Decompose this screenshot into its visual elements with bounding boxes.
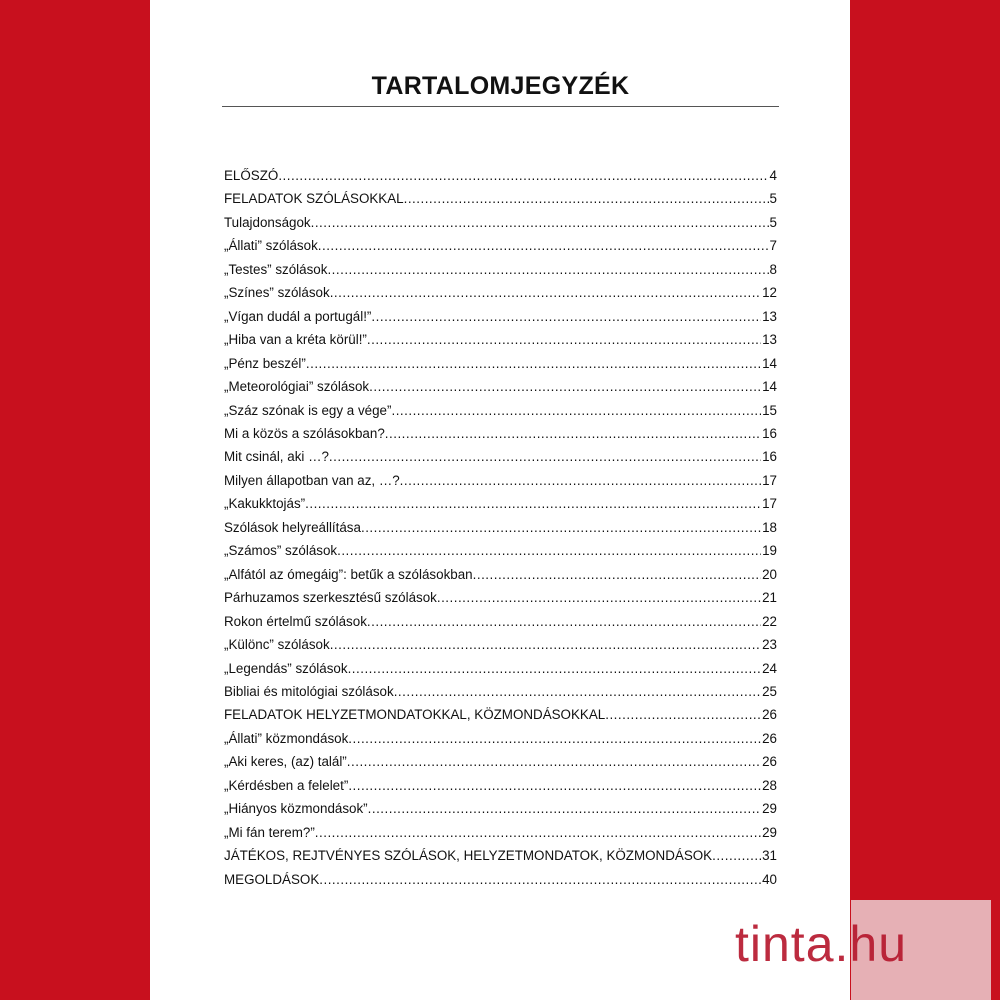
toc-dot-leader	[348, 661, 762, 676]
toc-entry[interactable]	[224, 614, 777, 637]
toc-dot-leader	[329, 449, 761, 464]
toc-dot-leader	[369, 379, 761, 394]
toc-entry-page-number: 26	[762, 707, 777, 723]
toc-entry[interactable]	[224, 778, 777, 801]
toc-entry[interactable]	[224, 754, 777, 777]
toc-entry[interactable]	[224, 379, 777, 402]
toc-entry-title: Mit csinál, aki …?	[224, 449, 329, 465]
toc-entry-page-number: 5	[769, 191, 777, 207]
toc-entry-title: Rokon értelmű szólások	[224, 613, 367, 629]
page-title: TARTALOMJEGYZÉK	[371, 72, 630, 100]
toc-dot-leader	[311, 215, 769, 230]
toc-entry-page-number: 18	[762, 519, 777, 535]
toc-dot-leader	[404, 191, 769, 206]
toc-entry[interactable]	[224, 426, 777, 449]
toc-entry-page-number: 22	[762, 613, 777, 629]
toc-entry-page-number: 26	[762, 730, 777, 746]
toc-entry-title: „Hiányos közmondások”	[224, 801, 368, 817]
toc-entry[interactable]	[224, 168, 777, 191]
toc-entry[interactable]	[224, 332, 777, 355]
toc-entry-title: Mi a közös a szólásokban?	[224, 425, 385, 441]
toc-dot-leader	[348, 731, 761, 746]
toc-entry-page-number: 29	[762, 801, 777, 817]
toc-entry-page-number: 25	[762, 683, 777, 699]
toc-entry-page-number: 16	[762, 449, 777, 465]
toc-dot-leader	[347, 754, 761, 769]
toc-entry-title: „Vígan dudál a portugál!”	[224, 308, 372, 324]
toc-entry-page-number: 31	[762, 848, 777, 864]
toc-dot-leader	[371, 309, 761, 324]
toc-entry-title: „Állati” szólások	[224, 238, 318, 254]
toc-entry-title: „Testes” szólások	[224, 261, 328, 277]
toc-entry-title: JÁTÉKOS, REJTVÉNYES SZÓLÁSOK, HELYZETMONDATOK, KÖZMONDÁSOK	[224, 848, 713, 864]
toc-entry-title: „Alfától az ómegáig”: betűk a szólásokban	[224, 566, 473, 582]
toc-entry-title: „Különc” szólások	[224, 637, 330, 653]
toc-dot-leader	[306, 356, 761, 371]
toc-entry[interactable]	[224, 543, 777, 566]
toc-entry-title: „Kérdésben a felelet”	[224, 777, 349, 793]
toc-entry[interactable]	[224, 731, 777, 754]
toc-entry[interactable]	[224, 590, 777, 613]
toc-dot-leader	[400, 473, 761, 488]
toc-entry[interactable]	[224, 473, 777, 496]
toc-dot-leader	[361, 520, 761, 535]
watermark-text: tinta.hu	[735, 916, 908, 972]
toc-entry[interactable]	[224, 403, 777, 426]
toc-dot-leader	[327, 262, 768, 277]
toc-entry-title: Milyen állapotban van az, …?	[224, 472, 400, 488]
toc-entry-page-number: 24	[762, 660, 777, 676]
toc-dot-leader	[391, 403, 761, 418]
toc-entry-page-number: 26	[762, 754, 777, 770]
toc-entry-page-number: 14	[762, 355, 777, 371]
toc-entry-page-number: 17	[762, 496, 777, 512]
toc-dot-leader	[330, 285, 761, 300]
toc-entry-page-number: 28	[762, 777, 777, 793]
toc-entry-title: Tulajdonságok	[224, 214, 311, 230]
toc-entry-page-number: 7	[769, 238, 777, 254]
toc-dot-leader	[318, 238, 769, 253]
toc-entry-title: „Hiba van a kréta körül!”	[224, 332, 367, 348]
toc-entry-title: „Pénz beszél”	[224, 355, 306, 371]
toc-entry-page-number: 23	[762, 637, 777, 653]
toc-entry[interactable]	[224, 449, 777, 472]
toc-entry-title: „Legendás” szólások	[224, 660, 348, 676]
toc-dot-leader	[348, 778, 761, 793]
left-red-band	[0, 0, 150, 1000]
toc-entry-page-number: 19	[762, 543, 777, 559]
toc-entry-page-number: 21	[762, 590, 777, 606]
toc-entry-page-number: 5	[769, 214, 777, 230]
toc-entry-page-number: 15	[762, 402, 777, 418]
toc-dot-leader	[437, 590, 761, 605]
toc-entry-page-number: 8	[769, 261, 777, 277]
toc-dot-leader	[367, 332, 761, 347]
toc-entry[interactable]	[224, 496, 777, 519]
toc-dot-leader	[605, 707, 761, 722]
toc-dot-leader	[330, 637, 761, 652]
toc-entry-page-number: 12	[762, 285, 777, 301]
toc-dot-leader	[367, 614, 761, 629]
toc-entry-page-number: 4	[769, 168, 777, 183]
toc-entry-title: „Aki keres, (az) talál”	[224, 754, 347, 770]
toc-entry-title: Bibliai és mitológiai szólások	[224, 683, 394, 699]
toc-entry[interactable]	[224, 215, 777, 238]
toc-dot-leader	[712, 848, 761, 863]
toc-dot-leader	[305, 496, 761, 511]
toc-dot-leader	[473, 567, 761, 582]
toc-entry-page-number: 16	[762, 425, 777, 441]
toc-entry-title: „Száz szónak is egy a vége”	[224, 402, 392, 418]
toc-entry-title: „Állati” közmondások	[224, 730, 349, 746]
toc-entry-title: „Színes” szólások	[224, 285, 330, 301]
toc-entry[interactable]	[224, 661, 777, 684]
toc-entry-title: „Mi fán terem?”	[224, 824, 315, 840]
toc-entry[interactable]	[224, 191, 777, 214]
toc-entry[interactable]	[224, 520, 777, 543]
toc-entry-page-number: 40	[762, 871, 777, 887]
toc-dot-leader	[315, 825, 761, 840]
toc-entry-page-number: 29	[762, 824, 777, 840]
toc-entry[interactable]	[224, 684, 777, 707]
toc-dot-leader	[368, 801, 761, 816]
toc-entry[interactable]	[224, 637, 777, 660]
toc-entry-page-number: 13	[762, 332, 777, 348]
toc-entry-title: Párhuzamos szerkesztésű szólások	[224, 590, 437, 606]
toc-entry[interactable]	[224, 356, 777, 379]
toc-entry-title: Szólások helyreállítása	[224, 519, 361, 535]
toc-entry-page-number: 13	[762, 308, 777, 324]
toc-entry[interactable]	[224, 262, 777, 285]
document-page	[150, 0, 850, 1000]
toc-entry-title: „Meteorológiai” szólások	[224, 379, 370, 395]
toc-entry[interactable]	[224, 848, 777, 871]
toc-entry[interactable]	[224, 285, 777, 308]
toc-dot-leader	[278, 168, 768, 183]
toc-entry[interactable]	[224, 238, 777, 261]
toc-entry-title: FELADATOK SZÓLÁSOKKAL	[224, 191, 404, 207]
toc-entry-page-number: 14	[762, 379, 777, 395]
right-red-band	[850, 0, 1000, 1000]
toc-entry-title: MEGOLDÁSOK	[224, 871, 320, 887]
toc-entry-title: ELŐSZÓ	[224, 168, 279, 183]
title-underline	[222, 106, 779, 107]
toc-dot-leader	[394, 684, 761, 699]
toc-dot-leader	[319, 872, 761, 887]
toc-entry[interactable]	[224, 707, 777, 730]
toc-entry[interactable]	[224, 567, 777, 590]
toc-entry[interactable]	[224, 825, 777, 848]
toc-entry-page-number: 20	[762, 566, 777, 582]
table-of-contents	[224, 168, 777, 895]
toc-entry-page-number: 17	[762, 472, 777, 488]
toc-entry-title: „Számos” szólások	[224, 543, 338, 559]
toc-entry[interactable]	[224, 309, 777, 332]
toc-dot-leader	[337, 543, 761, 558]
toc-entry-title: FELADATOK HELYZETMONDATOKKAL, KÖZMONDÁSOKKAL	[224, 707, 606, 723]
toc-entry-title: „Kakukktojás”	[224, 496, 306, 512]
toc-dot-leader	[385, 426, 761, 441]
toc-entry[interactable]	[224, 872, 777, 895]
toc-entry[interactable]	[224, 801, 777, 824]
